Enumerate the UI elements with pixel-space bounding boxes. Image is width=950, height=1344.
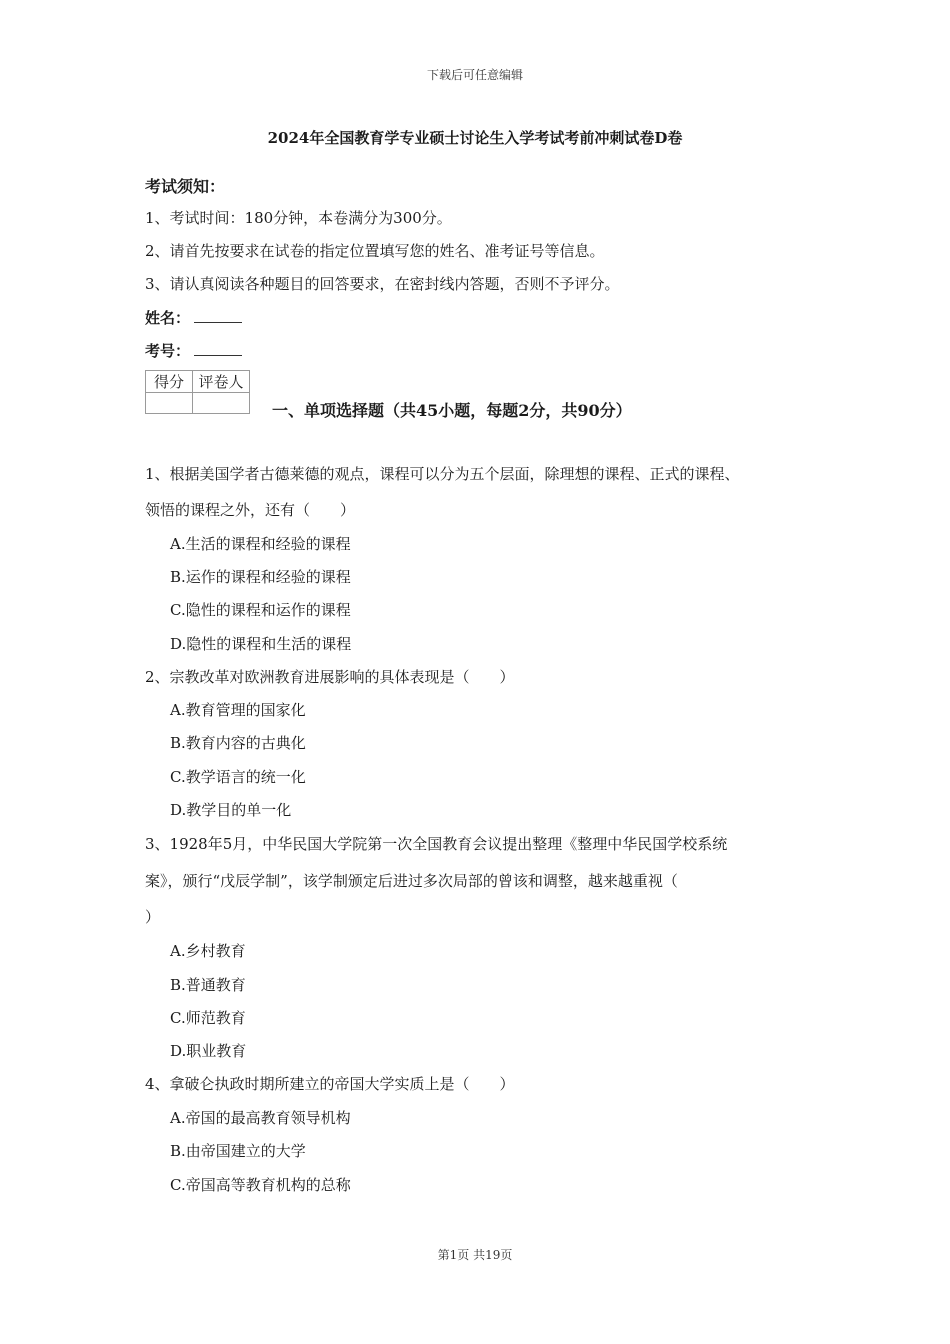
question-text: 3、1928年5月，中华民国大学院第一次全国教育会议提出整理《整理中华民国学校系统 bbox=[145, 835, 728, 853]
question-text: 案》，颁行“戊辰学制”，该学制颁定后进过多次局部的曾该和调整，越来越重视（ bbox=[145, 872, 678, 890]
question-text: ） bbox=[145, 908, 161, 926]
notice-item: 3、请认真阅读各种题目的回答要求，在密封线内答题，否则不予评分。 bbox=[145, 275, 620, 293]
option-d: D.隐性的课程和生活的课程 bbox=[170, 635, 352, 653]
option-a: A.生活的课程和经验的课程 bbox=[170, 535, 351, 553]
option-b: B.由帝国建立的大学 bbox=[170, 1142, 306, 1160]
question-text: 4、拿破仑执政时期所建立的帝国大学实质上是（ ） bbox=[145, 1075, 515, 1093]
option-a: A.帝国的最高教育领导机构 bbox=[170, 1109, 351, 1127]
name-blank[interactable] bbox=[194, 308, 242, 323]
question-text: 领悟的课程之外，还有（ ） bbox=[145, 501, 356, 519]
option-c: C.师范教育 bbox=[170, 1009, 246, 1027]
score-header: 得分 bbox=[146, 371, 193, 393]
grader-header: 评卷人 bbox=[193, 371, 250, 393]
header-note: 下载后可任意编辑 bbox=[426, 68, 523, 82]
option-c: C.帝国高等教育机构的总称 bbox=[170, 1176, 351, 1194]
option-a: A.教育管理的国家化 bbox=[170, 701, 306, 719]
name-field bbox=[145, 307, 242, 328]
name-label: 姓名： bbox=[145, 309, 191, 327]
score-cell[interactable] bbox=[146, 393, 193, 414]
id-blank[interactable] bbox=[194, 341, 242, 356]
option-c: C.隐性的课程和运作的课程 bbox=[170, 601, 351, 619]
option-c: C.教学语言的统一化 bbox=[170, 768, 306, 786]
option-a: A.乡村教育 bbox=[170, 942, 246, 960]
question-text: 1、根据美国学者古德莱德的观点，课程可以分为五个层面，除理想的课程、正式的课程、 bbox=[145, 465, 740, 483]
notice-item: 2、请首先按要求在试卷的指定位置填写您的姓名、准考证号等信息。 bbox=[145, 242, 605, 260]
option-b: B.教育内容的古典化 bbox=[170, 734, 306, 752]
document-title: 2024年全国教育学专业硕士讨论生入学考试考前冲刺试卷D卷 bbox=[267, 129, 683, 147]
option-d: D.教学目的单一化 bbox=[170, 801, 292, 819]
option-d: D.职业教育 bbox=[170, 1042, 247, 1060]
notice-item: 1、考试时间：180分钟，本卷满分为300分。 bbox=[145, 209, 452, 227]
question-text: 2、宗教改革对欧洲教育进展影响的具体表现是（ ） bbox=[145, 668, 515, 686]
id-label: 考号： bbox=[145, 342, 191, 360]
grader-cell[interactable] bbox=[193, 393, 250, 414]
score-table bbox=[145, 370, 250, 414]
notice-heading: 考试须知： bbox=[145, 177, 226, 196]
page-footer: 第1页 共19页 bbox=[437, 1248, 513, 1262]
option-b: B.运作的课程和经验的课程 bbox=[170, 568, 351, 586]
id-field bbox=[145, 340, 242, 361]
option-b: B.普通教育 bbox=[170, 976, 246, 994]
section-title: 一、单项选择题（共45小题，每题2分，共90分） bbox=[272, 401, 632, 420]
